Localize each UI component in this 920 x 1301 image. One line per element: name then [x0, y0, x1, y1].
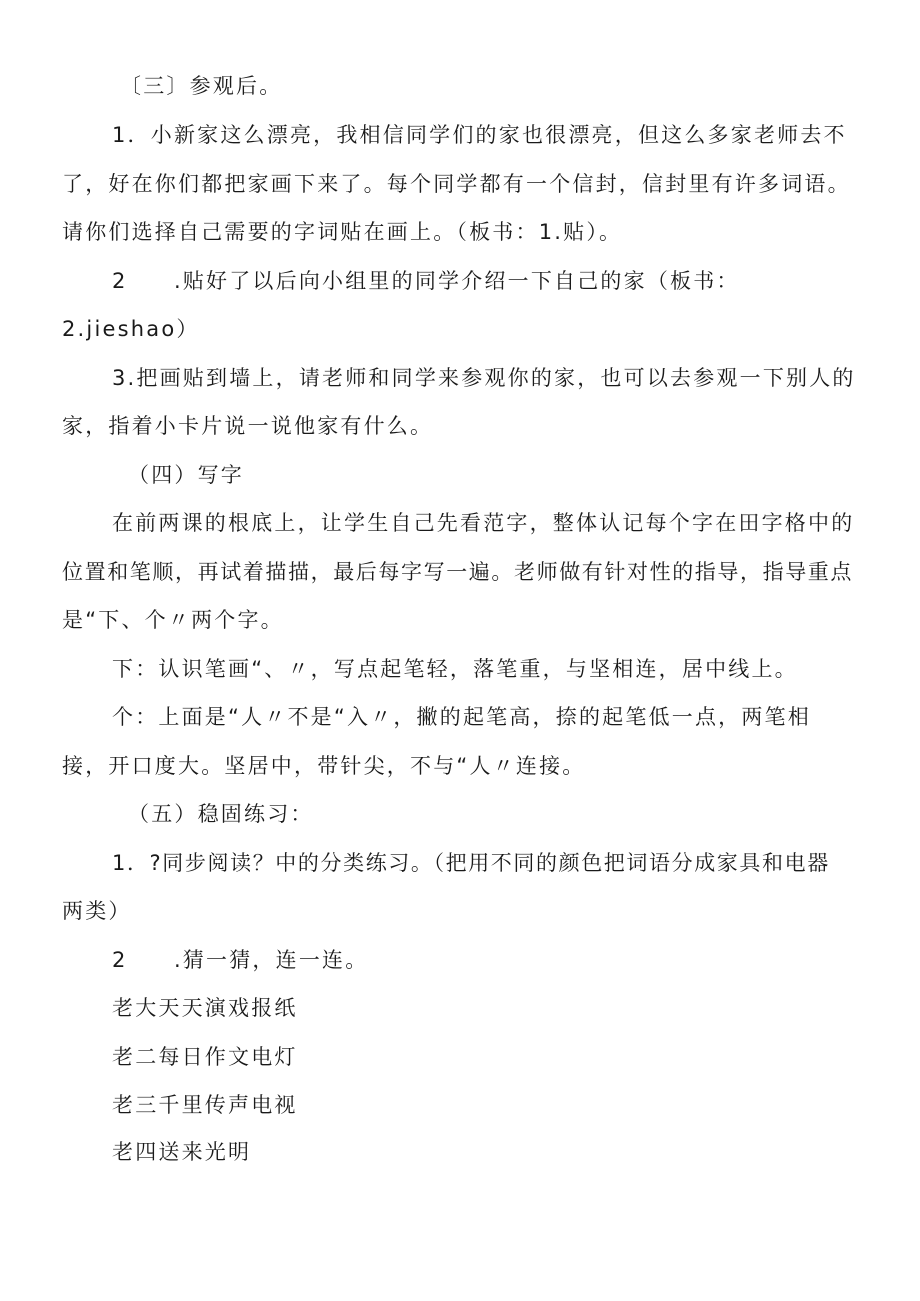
section-heading-practice: （五）稳固练习：: [128, 802, 314, 826]
paragraph-line: 请你们选择自己需要的字词贴在画上。（板书：1.贴）。: [62, 220, 623, 244]
section-heading-writing: （四）写字: [128, 463, 244, 487]
paragraph-line: 1．小新家这么漂亮，我相信同学们的家也很漂亮，但这么多家老师去不: [112, 123, 847, 147]
paragraph-line: 2.jieshao）: [62, 317, 200, 341]
paragraph-line: 接，开口度大。坚居中，带针尖，不与“人〃连接。: [62, 754, 586, 778]
paragraph-line: 1．?同步阅读？中的分类练习。（把用不同的颜色把词语分成家具和电器: [112, 851, 830, 875]
paragraph-line: 位置和笔顺，再试着描描，最后每字写一遍。老师做有针对性的指导，指导重点: [62, 560, 853, 584]
riddle-line: 老大天天演戏报纸: [112, 996, 298, 1020]
paragraph-line: 3.把画贴到墙上，请老师和同学来参观你的家，也可以去参观一下别人的: [112, 366, 856, 390]
paragraph-line: 了，好在你们都把家画下来了。每个同学都有一个信封，信封里有许多词语。: [62, 172, 851, 196]
paragraph-line: 2 .猜一猜，连一连。: [112, 948, 369, 972]
section-heading-after-visit: 〔三〕参观后。: [120, 74, 283, 98]
paragraph-line: 两类）: [62, 899, 132, 923]
paragraph-line: 下：认识笔画“、〃，写点起笔轻，落笔重，与坚相连，居中线上。: [112, 657, 798, 681]
paragraph-line: 家，指着小卡片说一说他家有什么。: [62, 414, 434, 438]
paragraph-line: 在前两课的根底上，让学生自己先看范字，整体认记每个字在田字格中的: [112, 511, 855, 535]
riddle-line: 老二每日作文电灯: [112, 1045, 298, 1069]
riddle-line: 老三千里传声电视: [112, 1093, 298, 1117]
paragraph-line: 2 .贴好了以后向小组里的同学介绍一下自己的家（板书：: [112, 269, 740, 293]
riddle-line: 老四送来光明: [112, 1140, 252, 1164]
paragraph-line: 是“下、个〃两个字。: [62, 608, 284, 632]
paragraph-line: 个：上面是“人〃不是“入〃，撇的起笔高，捺的起笔低一点，两笔相: [112, 705, 811, 729]
